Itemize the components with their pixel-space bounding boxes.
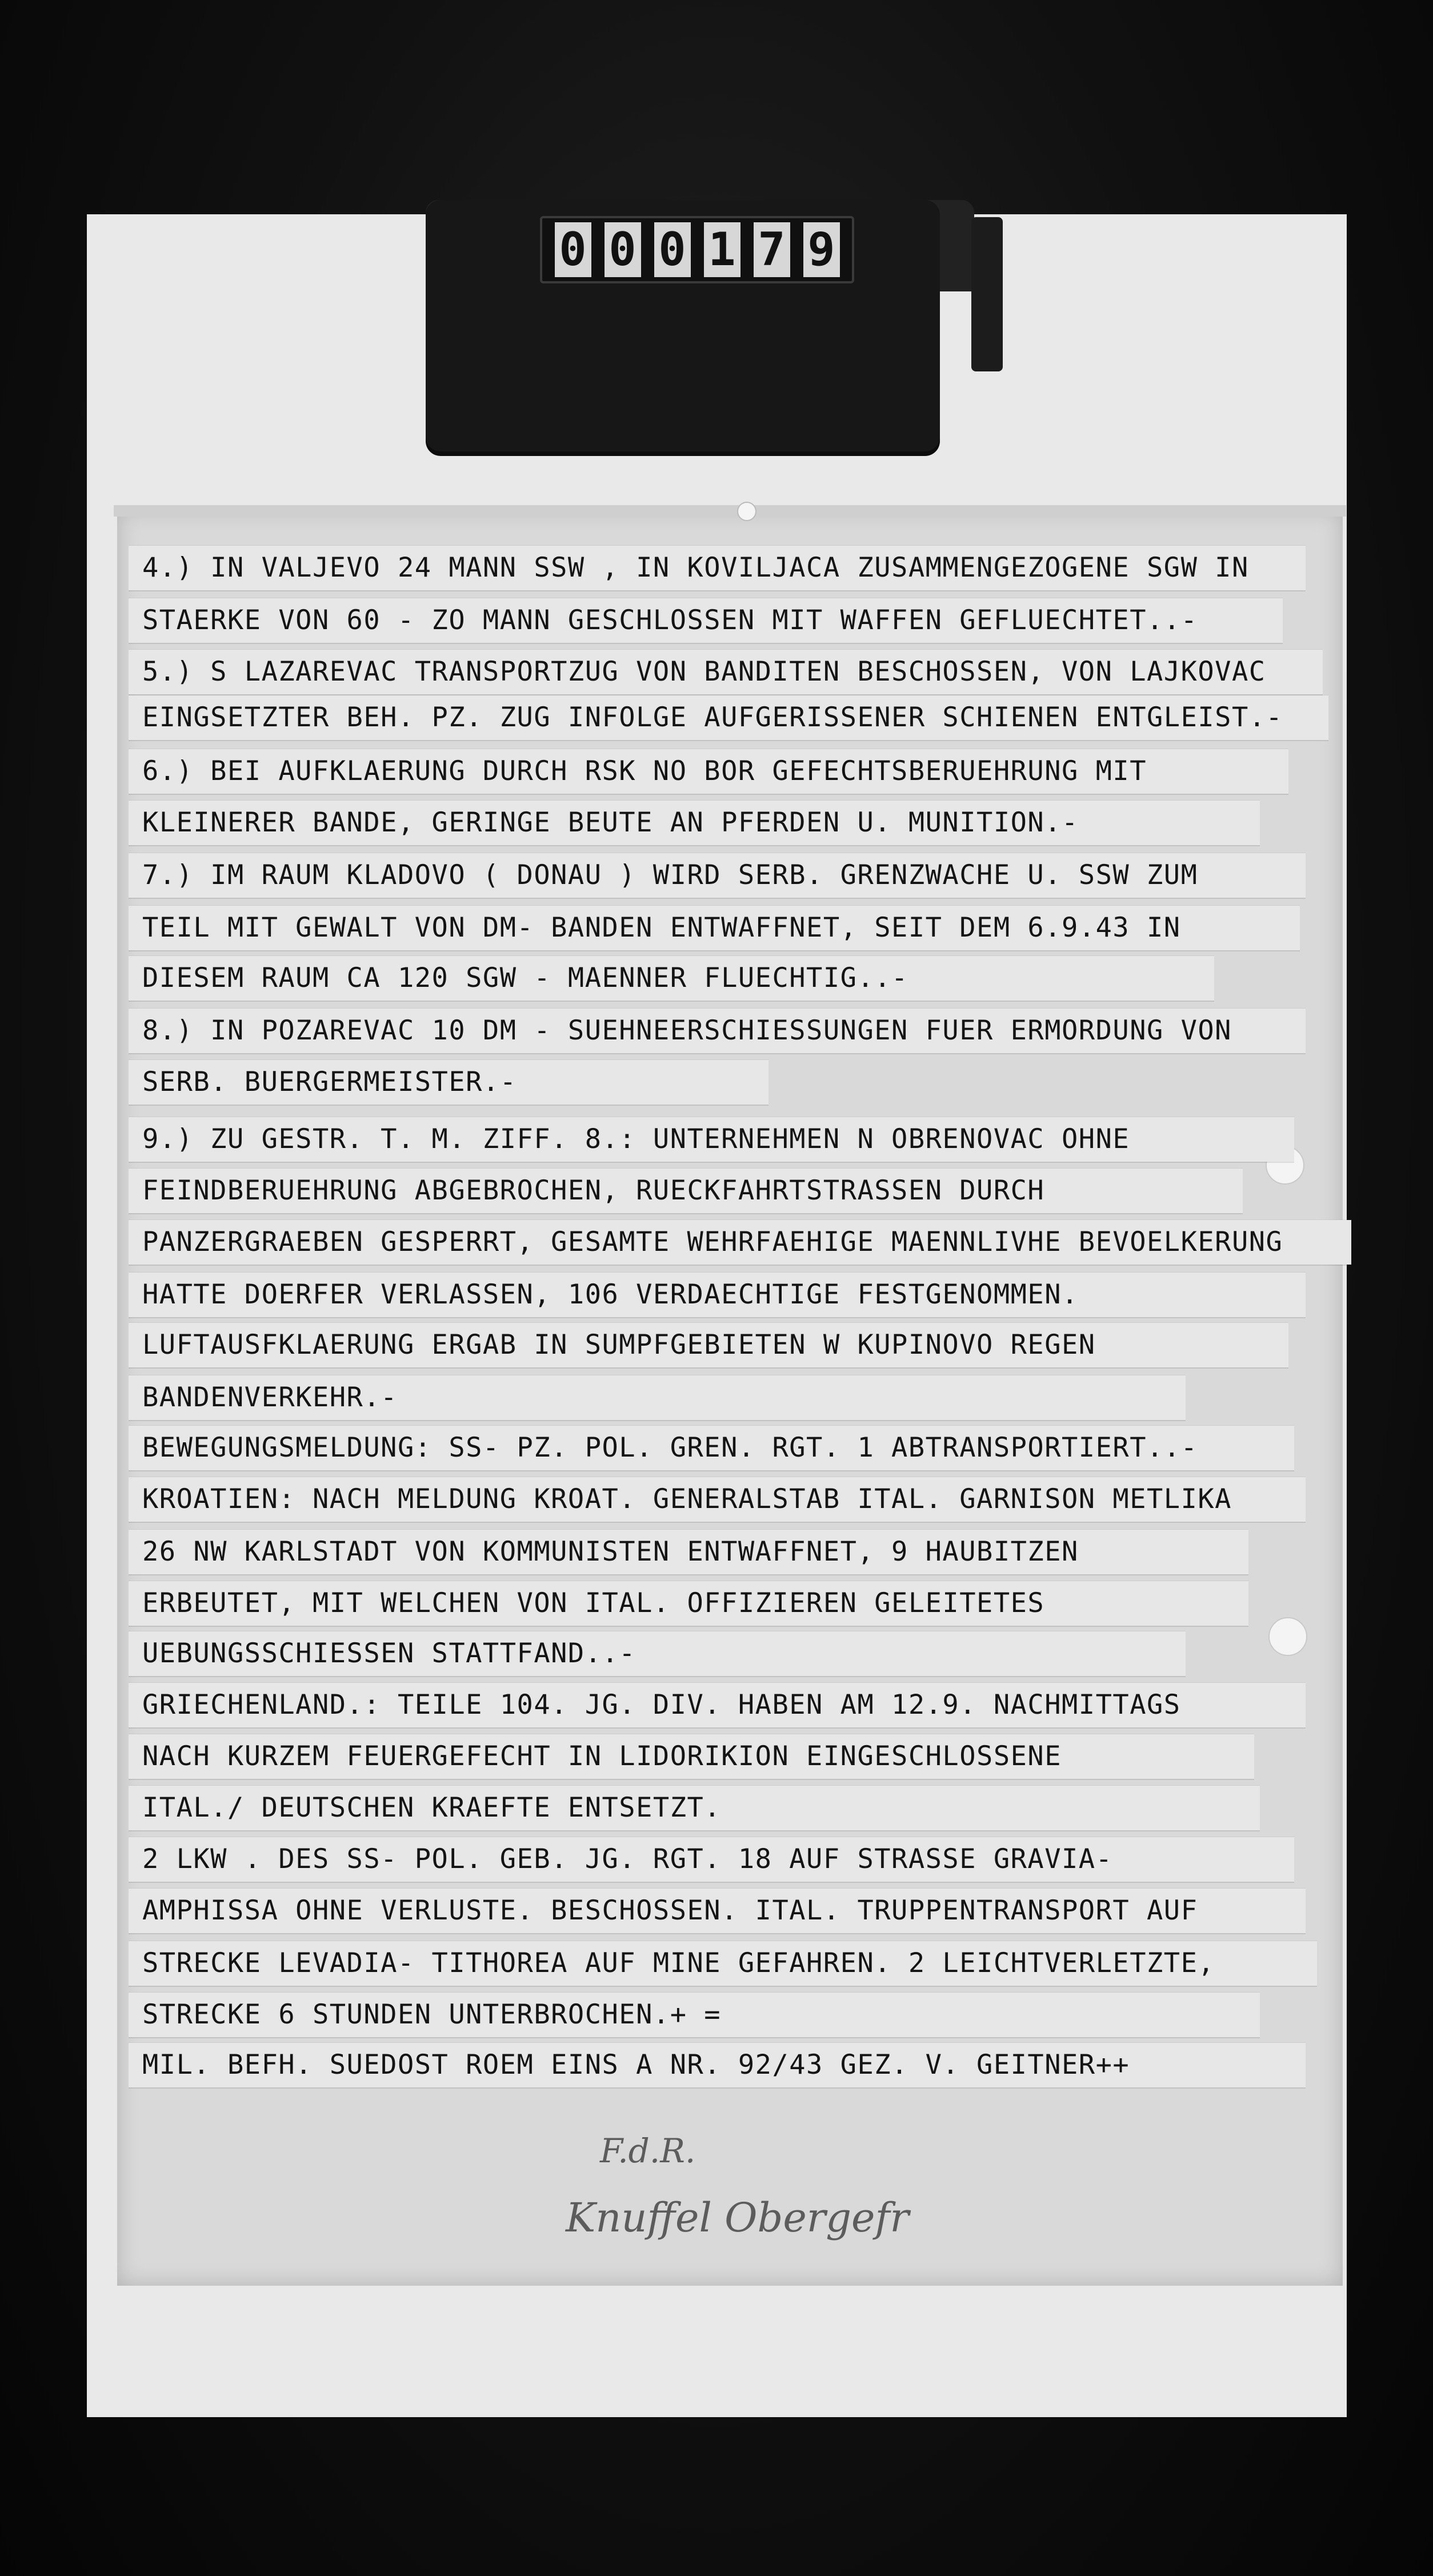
counter-digit: 0 xyxy=(555,222,591,277)
counter-digit: 0 xyxy=(654,222,691,277)
telex-line: BEWEGUNGSMELDUNG: SS- PZ. POL. GREN. RGT. 1 ABTRANSPORTIERT..- xyxy=(142,1432,1198,1463)
counter-digit: 9 xyxy=(803,222,840,277)
telex-line: 4.) IN VALJEVO 24 MANN SSW , IN KOVILJACA ZUSAMMENGEZOGENE SGW IN xyxy=(142,552,1249,583)
telex-line: HATTE DOERFER VERLASSEN, 106 VERDAECHTIGE FESTGENOMMEN. xyxy=(142,1279,1079,1310)
telex-line: BANDENVERKEHR.- xyxy=(142,1382,398,1413)
telex-line: 8.) IN POZAREVAC 10 DM - SUEHNEERSCHIESSUNGEN FUER ERMORDUNG VON xyxy=(142,1015,1232,1046)
counter-digit: 7 xyxy=(754,222,790,277)
punch-hole xyxy=(737,502,756,521)
telex-line: TEIL MIT GEWALT VON DM- BANDEN ENTWAFFNET, SEIT DEM 6.9.43 IN xyxy=(142,912,1181,943)
punch-hole xyxy=(1268,1617,1307,1656)
telex-line: STRECKE LEVADIA- TITHOREA AUF MINE GEFAHREN. 2 LEICHTVERLETZTE, xyxy=(142,1947,1215,1979)
signature-line-1: F.d.R. xyxy=(600,2131,696,2170)
counter-digit: 1 xyxy=(704,222,740,277)
frame-counter-knob xyxy=(971,217,1003,371)
telex-line: 2 LKW . DES SS- POL. GEB. JG. RGT. 18 AUF STRASSE GRAVIA- xyxy=(142,1843,1113,1875)
signature-line-2: Knuffel Obergefr xyxy=(566,2194,909,2241)
telex-line: 26 NW KARLSTADT VON KOMMUNISTEN ENTWAFFNET, 9 HAUBITZEN xyxy=(142,1536,1079,1567)
telex-line: NACH KURZEM FEUERGEFECHT IN LIDORIKION EINGESCHLOSSENE xyxy=(142,1741,1062,1772)
telex-line: KROATIEN: NACH MELDUNG KROAT. GENERALSTAB ITAL. GARNISON METLIKA xyxy=(142,1483,1232,1515)
telex-line: DIESEM RAUM CA 120 SGW - MAENNER FLUECHTIG..- xyxy=(142,962,908,994)
telex-line: STRECKE 6 STUNDEN UNTERBROCHEN.+ = xyxy=(142,1999,722,2030)
telex-line: SERB. BUERGERMEISTER.- xyxy=(142,1066,517,1098)
telex-line: STAERKE VON 60 - ZO MANN GESCHLOSSEN MIT WAFFEN GEFLUECHTET..- xyxy=(142,605,1198,636)
telex-line: 5.) S LAZAREVAC TRANSPORTZUG VON BANDITEN BESCHOSSEN, VON LAJKOVAC xyxy=(142,656,1266,687)
telex-line: 6.) BEI AUFKLAERUNG DURCH RSK NO BOR GEFECHTSBERUEHRUNG MIT xyxy=(142,755,1147,787)
telex-line: 9.) ZU GESTR. T. M. ZIFF. 8.: UNTERNEHMEN N OBRENOVAC OHNE xyxy=(142,1123,1130,1155)
telex-line: AMPHISSA OHNE VERLUSTE. BESCHOSSEN. ITAL. TRUPPENTRANSPORT AUF xyxy=(142,1895,1198,1926)
telex-line: KLEINERER BANDE, GERINGE BEUTE AN PFERDEN U. MUNITION.- xyxy=(142,807,1079,838)
telex-line: PANZERGRAEBEN GESPERRT, GESAMTE WEHRFAEHIGE MAENNLIVHE BEVOELKERUNG xyxy=(142,1226,1283,1258)
frame-counter xyxy=(540,216,854,283)
telex-line: 7.) IM RAUM KLADOVO ( DONAU ) WIRD SERB. GRENZWACHE U. SSW ZUM xyxy=(142,859,1198,891)
telex-line: GRIECHENLAND.: TEILE 104. JG. DIV. HABEN AM 12.9. NACHMITTAGS xyxy=(142,1689,1181,1721)
handwritten-signature xyxy=(566,2126,908,2297)
counter-digit: 0 xyxy=(605,222,641,277)
telex-line: EINGSETZTER BEH. PZ. ZUG INFOLGE AUFGERISSENER SCHIENEN ENTGLEIST.- xyxy=(142,702,1283,733)
telex-line: UEBUNGSSCHIESSEN STATTFAND..- xyxy=(142,1638,637,1669)
telex-line: FEINDBERUEHRUNG ABGEBROCHEN, RUECKFAHRTSTRASSEN DURCH xyxy=(142,1175,1045,1206)
telex-line: LUFTAUSFKLAERUNG ERGAB IN SUMPFGEBIETEN W KUPINOVO REGEN xyxy=(142,1329,1096,1361)
telex-line: ITAL./ DEUTSCHEN KRAEFTE ENTSETZT. xyxy=(142,1792,722,1823)
telex-line: MIL. BEFH. SUEDOST ROEM EINS A NR. 92/43 GEZ. V. GEITNER++ xyxy=(142,2049,1130,2081)
telex-line: ERBEUTET, MIT WELCHEN VON ITAL. OFFIZIEREN GELEITETES xyxy=(142,1587,1045,1619)
